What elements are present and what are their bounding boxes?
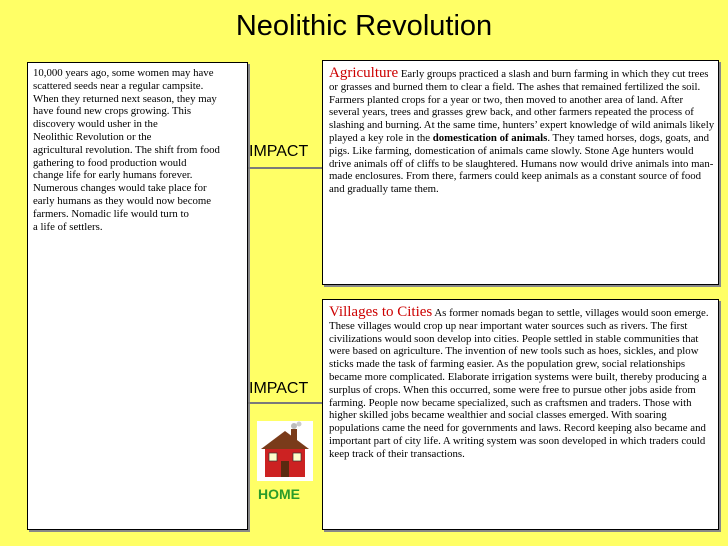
intro-panel <box>27 62 248 530</box>
agriculture-panel <box>322 60 719 285</box>
page-title: Neolithic Revolution <box>235 10 493 42</box>
impact-label-agriculture: IMPACT <box>249 143 309 160</box>
connector-line-villages <box>248 402 322 404</box>
villages-panel <box>322 299 719 530</box>
agriculture-text-part1: Early groups practiced a slash and burn farming in which they cut trees or grasses and burned them to clear a field. The ashes that remained fertilized the soil. Farmers planted crops for a year or two, then moved to another area of land. After several years, trees and grasses grew back, and other farmers repeated the process of slashing and burning. At the same time, hunters’ expert knowledge of wild animals likely played a key role in the <box>329 68 715 144</box>
agriculture-text-part2: . They tamed horses, dogs, goats, and pigs. Like farming, domestication of animals came slowly. Stone Age hunters would drive animals off of cliffs to be slaughtered. Humans now would drive animals into man-made enclosures. From there, farmers could keep animals as a constant source of food and gradually tame them. <box>329 131 714 196</box>
agriculture-text <box>329 67 715 196</box>
villages-text <box>329 306 715 461</box>
villages-heading: Villages to Cities <box>329 304 433 320</box>
impact-label-villages: IMPACT <box>249 380 309 397</box>
agriculture-emphasis: domestication of animals <box>432 131 548 144</box>
house-icon[interactable] <box>257 421 313 481</box>
agriculture-heading: Agriculture <box>329 65 399 81</box>
villages-body: As former nomads began to settle, villages would soon emerge. These villages would crop up near important water sources such as rivers. The first civilizations would soon develop into cities. People settled in stable communities that were based on agriculture. The invention of new tools such as hoes, sickles, and plow sticks made the task of farming easier. As the population grew, social relationships became more complicated. Elaborate irrigation systems were built, thereby producing a surplus of crops. When this occurred, some were free to pursue other jobs aside from farming. People now became specialized, such as craftsmen and traders. Those with higher skilled jobs became wealthier and social classes emerged. With soaring populations came the need for governments and laws. Record keeping also became and important part of city life. A writing system was soon developed in which traders could keep track of their transactions. <box>329 307 709 460</box>
intro-text: 10,000 years ago, some women may have scattered seeds near a regular campsite. When they returned next season, they may have found new crops growing. This discovery would usher in the Neolithic Revolution or the agricultural revolution. The shift from food gathering to food production would change life for early humans forever. Numerous changes would take place for early humans as they would now become farmers. Nomadic life would turn to a life of settlers. <box>33 67 220 233</box>
home-link[interactable]: HOME <box>258 486 300 502</box>
connector-line-agriculture <box>248 167 322 169</box>
